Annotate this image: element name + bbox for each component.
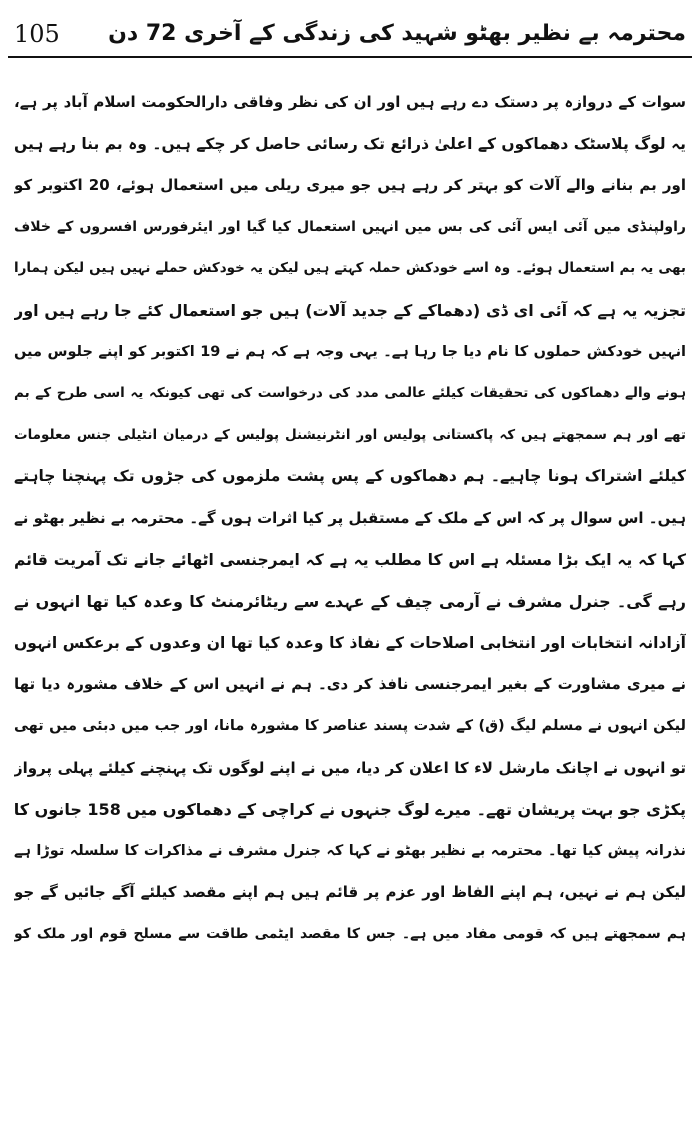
page-header xyxy=(14,14,686,54)
text-line: بھی یہ بم استعمال ہوئے۔ وہ اسے خودکش حملہ کہتے ہیں لیکن یہ خودکش حملے نہیں ہیں لیکن ہمارا xyxy=(14,260,686,277)
header-divider xyxy=(8,56,692,58)
text-line: راولپنڈی میں آئی ایس آئی کی بس میں انہیں استعمال کیا گیا اور ایئرفورس افسروں کے خلاف xyxy=(14,218,686,235)
text-line: تھے اور ہم سمجھتے ہیں کہ پاکستانی پولیس اور انٹرنیشنل پولیس کے درمیان انٹیلی جنس معلومات xyxy=(14,426,686,443)
text-line: کیلئے اشتراک ہونا چاہیے۔ ہم دھماکوں کے پس پشت ملزموں کی جڑوں تک پہنچنا چاہتے xyxy=(14,467,686,486)
text-line: تو انہوں نے اچانک مارشل لاء کا اعلان کر دیا، میں نے اپنے لوگوں تک پہنچنے کیلئے پہلی پرواز xyxy=(14,758,686,777)
text-line: لیکن انہوں نے مسلم لیگ (ق) کے شدت پسند عناصر کا مشورہ مانا، اور جب میں دبئی میں تھی xyxy=(14,717,686,734)
running-title: محترمہ بے نظیر بھٹو شہید کی زندگی کے آخری 72 دن xyxy=(108,21,686,46)
text-line: آزادانہ انتخابات اور انتخابی اصلاحات کے نفاذ کا وعدہ کیا تھا ان وعدوں کے برعکس انہوں xyxy=(14,633,686,652)
text-line: پکڑی جو بہت پریشان تھے۔ میرے لوگ جنہوں نے کراچی کے دھماکوں میں 158 جانوں کا xyxy=(14,800,686,820)
text-line: یہ لوگ پلاسٹک دھماکوں کے اعلیٰ ذرائع تک رسائی حاصل کر چکے ہیں۔ وہ بم بنا رہے ہیں xyxy=(14,134,686,153)
page-number: 105 xyxy=(14,20,60,48)
text-line: انہیں خودکش حملوں کا نام دیا جا رہا ہے۔ یہی وجہ ہے کہ ہم نے 19 اکتوبر کو اپنے جلوس میں xyxy=(14,343,686,360)
text-line: اور بم بنانے والے آلات کو بہتر کر رہے ہیں جو میری ریلی میں استعمال ہوئے، 20 اکتوبر کو xyxy=(14,176,686,195)
body-text xyxy=(14,82,686,955)
text-line: کہا کہ یہ ایک بڑا مسئلہ ہے اس کا مطلب یہ ہے کہ ایمرجنسی اٹھائے جانے تک آمریت قائم xyxy=(14,550,686,569)
text-line: ہونے والے دھماکوں کی تحقیقات کیلئے عالمی مدد کی درخواست کی تھی کیونکہ یہ اسی طرح کے بم xyxy=(14,385,686,402)
text-line: نے میری مشاورت کے بغیر ایمرجنسی نافذ کر دی۔ ہم نے انہیں اس کے خلاف مشورہ دیا تھا xyxy=(14,675,686,694)
text-line: ہیں۔ اس سوال پر کہ اس کے ملک کے مستقبل پر کیا اثرات ہوں گے۔ محترمہ بے نظیر بھٹو نے xyxy=(14,508,686,527)
text-line: ہم سمجھتے ہیں کہ قومی مفاد میں ہے۔ جس کا مقصد ایٹمی طاقت سے مسلح قوم اور ملک کو xyxy=(14,925,686,942)
text-line: لیکن ہم نے نہیں، ہم اپنے الفاظ اور عزم پر قائم ہیں ہم اپنے مقصد کیلئے آگے جائیں گے جو xyxy=(14,883,686,902)
text-line: رہے گی۔ جنرل مشرف نے آرمی چیف کے عہدے سے ریٹائرمنٹ کا وعدہ کیا تھا انہوں نے xyxy=(14,592,686,612)
text-line: نذرانہ پیش کیا تھا۔ محترمہ بے نظیر بھٹو نے کہا کہ جنرل مشرف نے مذاکرات کا سلسلہ توڑا ہے xyxy=(14,842,686,859)
text-line: تجزیہ یہ ہے کہ آئی ای ڈی (دھماکے کے جدید آلات) ہیں جو استعمال کئے جا رہے ہیں اور xyxy=(14,300,686,320)
text-line: سوات کے دروازہ پر دستک دے رہے ہیں اور ان کی نظر وفاقی دارالحکومت اسلام آباد پر ہے، xyxy=(14,93,686,111)
